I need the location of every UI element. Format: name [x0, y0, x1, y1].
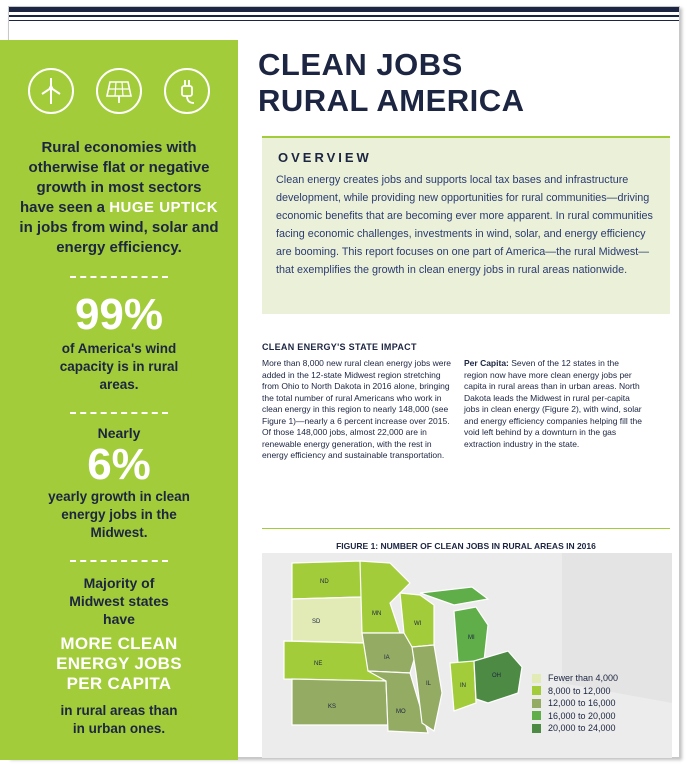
impact-heading: CLEAN ENERGY'S STATE IMPACT [262, 342, 417, 352]
stat-yearly-growth [0, 424, 238, 542]
state-label: KS [328, 704, 337, 710]
header-stripe [9, 20, 679, 21]
legend-swatch [532, 711, 541, 720]
legend-label: 12,000 to 16,000 [548, 698, 616, 709]
state-label: MI [468, 635, 475, 641]
legend-swatch [532, 686, 541, 695]
header-stripe [9, 7, 679, 12]
overview-heading: OVERVIEW [278, 150, 372, 165]
map-legend [532, 672, 618, 735]
overview-box [262, 136, 670, 314]
solar-panel-icon [96, 68, 142, 114]
legend-item [532, 685, 618, 698]
state-label: MN [372, 611, 382, 617]
impact-column-1: More than 8,000 new rural clean energy jobs were added in the 12-state Midwest region stretching from Ohio to North Dakota in 2016 alone, bringing the total number of rural Americans who work in clean energy in this region to nearly 148,000 (see Figure 1)—nearly a 6 percent increase over 2015. Of those 148,000 jobs, almost 22,000 are in renewable energy generation, with the rest in energy efficiency and sustainable transportation. [262, 358, 451, 460]
legend-swatch [532, 724, 541, 733]
state-label: NE [314, 661, 323, 667]
legend-item [532, 697, 618, 710]
icon-row [0, 68, 238, 114]
state-label: ND [320, 579, 329, 585]
intro-text [18, 138, 220, 258]
stat-text: of America's wind capacity is in rural areas. [59, 341, 179, 392]
figure-title: FIGURE 1: NUMBER OF CLEAN JOBS IN RURAL AREAS IN 2016 [336, 541, 596, 551]
intro-highlight: HUGE UPTICK [109, 199, 219, 216]
state-label: IL [426, 681, 432, 687]
divider [70, 412, 168, 414]
legend-swatch [532, 699, 541, 708]
state-label: WI [414, 621, 422, 627]
legend-item [532, 672, 618, 685]
sidebar [0, 40, 238, 760]
stat-per-capita [0, 574, 238, 738]
state-ks [292, 679, 388, 725]
divider [70, 560, 168, 562]
header-stripe [9, 15, 679, 17]
legend-item [532, 710, 618, 723]
plug-icon [164, 68, 210, 114]
overview-body: Clean energy creates jobs and supports local tax bases and infrastructure development, while providing new opportunities for rural communities—driving economic benefits that are becoming ever more apparent. In rural communities facing economic challenges, investments in wind, solar, and energy efficiency are booming. This report focuses on one part of America—the rural Midwest—that exemplifies the growth in clean energy jobs in rural areas nationwide. [276, 174, 653, 276]
divider [70, 276, 168, 278]
stat-highlight: MORE CLEAN ENERGY JOBS PER CAPITA [56, 634, 182, 693]
stat-value: 99% [74, 290, 164, 339]
title-line1: CLEAN JOBS [258, 47, 463, 82]
state-label: IA [384, 655, 390, 661]
per-capita-text: Seven of the 12 states in the region now have more clean energy jobs per capita in rural areas than in urban areas. North Dakota leads the Midwest in rural per-capita jobs in clean energy (Figure 2), with wind, solar and energy efficiency companies helping fill the void left behind by a downturn in the gas extraction industry in the state. [464, 358, 642, 449]
title-line2: RURAL AMERICA [258, 83, 525, 118]
intro-before: Rural economies with otherwise flat or negative growth in most sectors have seen a [19, 139, 210, 216]
stat-value: 6% [87, 440, 151, 489]
legend-label: 20,000 to 24,000 [548, 723, 616, 734]
state-sd [292, 597, 364, 643]
intro-after: in jobs from wind, solar and energy efficiency. [19, 219, 219, 256]
page-title [258, 47, 525, 119]
legend-label: 8,000 to 12,000 [548, 685, 611, 696]
stat-prefix: Nearly [97, 425, 141, 441]
stat-text: yearly growth in clean energy jobs in the Midwest. [48, 489, 190, 540]
stat-prefix: Majority of Midwest states have [69, 575, 169, 627]
legend-label: Fewer than 4,000 [548, 673, 619, 684]
impact-column-2 [464, 358, 644, 450]
legend-item [532, 722, 618, 735]
state-label: SD [312, 619, 321, 625]
figure-divider [262, 528, 670, 529]
state-label: MO [396, 709, 406, 715]
per-capita-lead: Per Capita: [464, 358, 509, 368]
legend-swatch [532, 674, 541, 683]
legend-label: 16,000 to 20,000 [548, 710, 616, 721]
stat-wind-capacity [0, 292, 238, 394]
state-label: OH [492, 673, 501, 679]
state-label: IN [460, 683, 466, 689]
stat-text: in rural areas than in urban ones. [60, 703, 178, 736]
wind-turbine-icon [28, 68, 74, 114]
